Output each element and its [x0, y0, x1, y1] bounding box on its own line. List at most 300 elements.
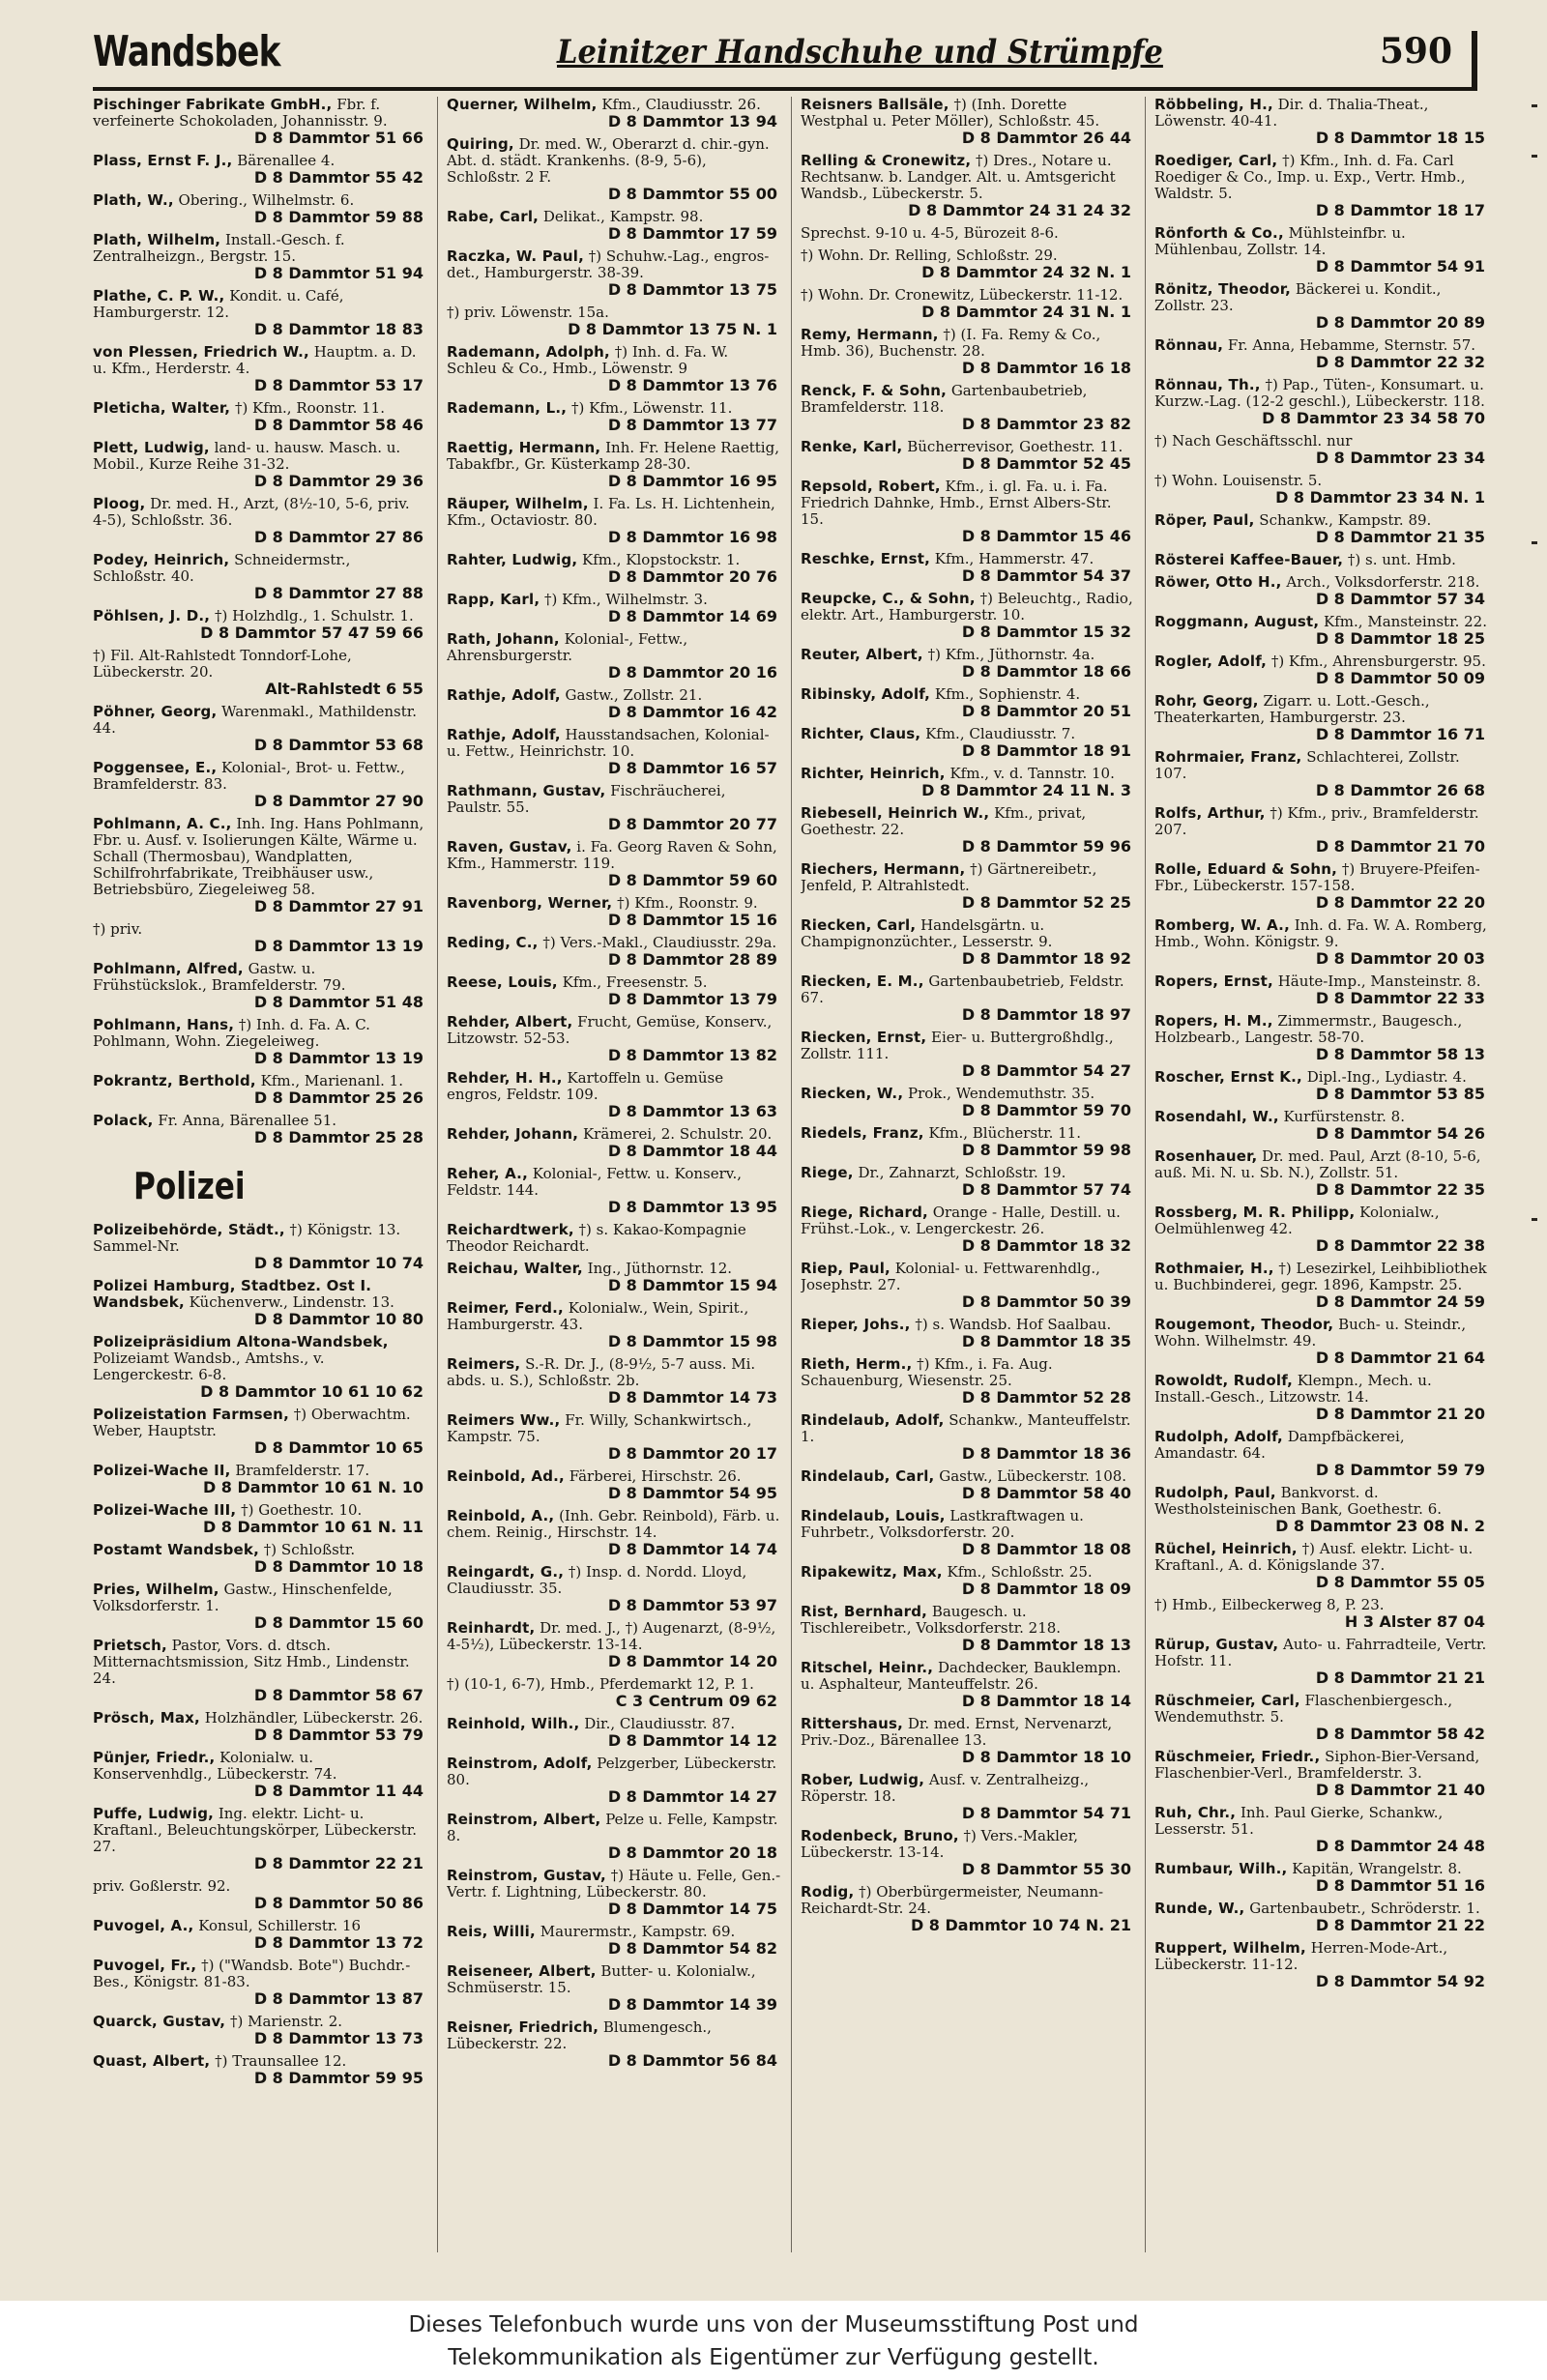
directory-entry [1154, 1429, 1489, 1479]
entry-name: Rademann, Adolph, [447, 343, 610, 361]
entry-phone: D 8 Dammtor 20 17 [607, 1444, 777, 1463]
entry-phone: D 8 Dammtor 13 19 [253, 1049, 423, 1067]
page-number: 590 [1379, 31, 1452, 72]
directory-entry [93, 288, 427, 338]
entry-phone: D 8 Dammtor 16 95 [607, 472, 777, 490]
entry-text [1154, 1901, 1489, 1917]
entry-name: Reuter, Albert, [801, 646, 923, 663]
entry-name: Riedels, Franz, [801, 1124, 924, 1142]
directory-entry [447, 1812, 781, 1862]
entry-phone: D 8 Dammtor 14 39 [607, 1995, 777, 2014]
entry-text [1154, 1749, 1489, 1782]
entry-name: Rittershaus, [801, 1715, 904, 1732]
entry-name: Renke, Karl, [801, 438, 903, 455]
entry-text [801, 591, 1135, 624]
entry-details: Polizeiamt Wandsb., Amtshs., v. Lengerckestr. 6-8. [93, 1350, 325, 1383]
entry-details: Kolonial-, Fettw., Ahrensburgerstr. [447, 630, 688, 664]
entry-details: Kolonial-, Brot- u. Fettw., Bramfelderstr. 83. [93, 759, 405, 793]
entry-text [447, 935, 781, 951]
entry-name: Ripakewitz, Max, [801, 1563, 943, 1581]
entry-details: †) Oberbürgermeister, Neumann-Reichardt-Str. 24. [801, 1883, 1104, 1917]
entry-text [1154, 653, 1489, 670]
footer-line-2: Telekommunikation als Eigentümer zur Verfügung gestellt. [448, 2345, 1099, 2370]
entry-phone: D 8 Dammtor 24 11 N. 3 [921, 781, 1131, 799]
directory-entry [1154, 552, 1489, 568]
entry-text [801, 647, 1135, 663]
entry-phone: D 8 Dammtor 18 15 [1315, 129, 1485, 147]
entry-phone: D 8 Dammtor 16 42 [607, 703, 777, 721]
entry-details: †) Kfm., Löwenstr. 11. [570, 399, 733, 417]
entry-name: Prösch, Max, [93, 1709, 200, 1727]
entry-name: Querner, Wilhelm, [447, 97, 598, 113]
directory-entry [1154, 1940, 1489, 1990]
entry-text [1154, 1429, 1489, 1462]
entry-details: †) Goethestr. 10. [241, 1501, 363, 1519]
entry-details: †) ("Wandsb. Bote") Buchdr.-Bes., Königstr. 81-83. [93, 1957, 411, 1990]
entry-details: Kfm., Claudiusstr. 26. [601, 97, 761, 113]
entry-name: Reding, C., [447, 934, 539, 951]
directory-entry [93, 192, 427, 226]
directory-entry [801, 686, 1135, 720]
directory-entry [1154, 1069, 1489, 1103]
entry-details: Dachdecker, Bauklempn. u. Asphalteur, Manteuffelstr. 26. [801, 1659, 1122, 1693]
entry-details: Kurfürstenstr. 8. [1283, 1108, 1405, 1125]
entry-name: Rougemont, Theodor, [1154, 1316, 1334, 1333]
entry-phone: D 8 Dammtor 54 91 [1315, 257, 1485, 276]
entry-phone: D 8 Dammtor 20 89 [1315, 313, 1485, 332]
directory-entry [93, 1407, 427, 1457]
directory-entry [93, 496, 427, 546]
entry-name: Reupcke, C., & Sohn, [801, 590, 976, 607]
entry-name: Raczka, W. Paul, [447, 247, 584, 265]
entry-text [1154, 512, 1489, 529]
directory-entry [1154, 337, 1489, 371]
entry-phone: D 8 Dammtor 18 92 [961, 949, 1131, 968]
entry-name: Rosendahl, W., [1154, 1108, 1279, 1125]
entry-text [447, 1716, 781, 1732]
entry-phone: D 8 Dammtor 13 63 [607, 1102, 777, 1120]
entry-text [447, 1924, 781, 1940]
entry-name: Rothmaier, H., [1154, 1260, 1274, 1277]
directory-entry [93, 1073, 427, 1107]
directory-column [93, 97, 427, 2262]
entry-text [801, 686, 1135, 703]
entry-details: Pelze u. Felle, Kampstr. 8. [447, 1811, 778, 1844]
entry-text [801, 327, 1135, 360]
entry-phone: C 3 Centrum 09 62 [615, 1692, 777, 1710]
directory-entry [1154, 1541, 1489, 1591]
entry-text [447, 1412, 781, 1445]
entry-details: †) s. unt. Hmb. [1347, 551, 1456, 568]
entry-details: Obering., Wilhelmstr. 6. [178, 191, 355, 209]
directory-entry [93, 1463, 427, 1496]
entry-text [447, 440, 781, 473]
entry-phone: D 8 Dammtor 10 80 [253, 1310, 423, 1328]
entry-text [801, 805, 1135, 838]
entry-text [93, 232, 427, 265]
directory-entry [447, 1564, 781, 1614]
entry-details: †) Wohn. Dr. Cronewitz, Lübeckerstr. 11-12. [801, 286, 1124, 304]
directory-entry [93, 440, 427, 490]
directory-entry [801, 1086, 1135, 1119]
entry-name: Röwer, Otto H., [1154, 573, 1282, 591]
entry-phone: D 8 Dammtor 27 86 [253, 528, 423, 546]
directory-entry [447, 895, 781, 929]
entry-text [93, 1958, 427, 1990]
entry-details: †) Kfm., i. Fa. Aug. Schauenburg, Wiesenstr. 25. [801, 1355, 1053, 1389]
directory-entry [447, 1468, 781, 1502]
entry-text [1154, 1805, 1489, 1838]
entry-phone: D 8 Dammtor 22 32 [1315, 353, 1485, 371]
entry-details: Dipl.-Ing., Lydiastr. 4. [1306, 1068, 1467, 1086]
entry-phone: D 8 Dammtor 55 42 [253, 168, 423, 187]
entry-details: Gartenbaubetr., Schröderstr. 1. [1249, 1900, 1480, 1917]
entry-text [801, 1508, 1135, 1541]
entry-phone: D 8 Dammtor 21 35 [1315, 528, 1485, 546]
directory-entry [93, 344, 427, 394]
entry-phone: D 8 Dammtor 57 34 [1315, 590, 1485, 608]
entry-text [447, 1126, 781, 1143]
entry-name: Riecken, Carl, [801, 916, 917, 934]
entry-phone: D 8 Dammtor 10 61 N. 11 [202, 1518, 423, 1536]
entry-name: Riebesell, Heinrich W., [801, 804, 990, 822]
entry-name: Reimer, Ferd., [447, 1299, 564, 1317]
entry-text [1154, 1261, 1489, 1293]
entry-phone: D 8 Dammtor 14 12 [607, 1731, 777, 1750]
entry-phone: D 8 Dammtor 15 32 [961, 623, 1131, 641]
entry-name: Polizeipräsidium Altona-Wandsbek, [93, 1333, 389, 1350]
entry-phone: D 8 Dammtor 55 30 [961, 1860, 1131, 1878]
entry-phone: D 8 Dammtor 13 77 [607, 416, 777, 434]
entry-details: Pastor, Vors. d. dtsch. Mitternachtsmission, Sitz Hmb., Lindenstr. 24. [93, 1637, 410, 1687]
entry-name: Ritschel, Heinr., [801, 1659, 934, 1676]
column-rule [437, 97, 438, 2252]
entry-text [93, 344, 427, 377]
entry-phone: D 8 Dammtor 18 97 [961, 1005, 1131, 1024]
entry-text [447, 1564, 781, 1597]
entry-text [1154, 973, 1489, 990]
entry-text [801, 551, 1135, 567]
entry-name: Reimers Ww., [447, 1411, 561, 1429]
entry-details: Flaschenbiergesch., Wendemuthstr. 5. [1154, 1692, 1453, 1726]
entry-name: Relling & Cronewitz, [801, 152, 972, 169]
entry-details: †) Kfm., priv., Bramfelderstr. 207. [1154, 804, 1479, 838]
directory-entry [801, 1030, 1135, 1080]
entry-details: i. Fa. Georg Raven & Sohn, Kfm., Hammerstr. 119. [447, 838, 777, 872]
entry-text [1154, 574, 1489, 591]
entry-name: Rapp, Karl, [447, 591, 540, 608]
entry-details: Dr. med. Ernst, Nervenarzt, Priv.-Doz., Bärenallee 13. [801, 1715, 1113, 1749]
entry-details: Inh. d. Fa. W. A. Romberg, Hmb., Wohn. Königstr. 9. [1154, 916, 1487, 950]
entry-text [93, 1407, 427, 1439]
entry-text [93, 1710, 427, 1727]
entry-text [1154, 473, 1489, 489]
directory-entry [1154, 861, 1489, 912]
entry-phone: D 8 Dammtor 53 68 [253, 736, 423, 754]
entry-details: Küchenverw., Lindenstr. 13. [189, 1293, 394, 1311]
column-rule [1145, 97, 1146, 2252]
entry-name: Polizei-Wache III, [93, 1501, 237, 1519]
entry-text [801, 1884, 1135, 1917]
entry-text [93, 1750, 427, 1783]
directory-entry [447, 727, 781, 777]
entry-name: Plass, Ernst F. J., [93, 152, 233, 169]
entry-phone: D 8 Dammtor 53 79 [253, 1726, 423, 1744]
entry-details: Schneidermstr., Schloßstr. 40. [93, 551, 351, 585]
entry-name: Riecken, E. M., [801, 972, 924, 990]
directory-entry [447, 1166, 781, 1216]
entry-text [93, 1806, 427, 1855]
entry-name: Pöhner, Georg, [93, 703, 218, 720]
entry-details: Auto- u. Fahrradteile, Vertr. Hofstr. 11. [1154, 1636, 1487, 1669]
directory-entry [1154, 973, 1489, 1007]
entry-name: Rathje, Adolf, [447, 726, 561, 743]
directory-entry [801, 861, 1135, 912]
entry-phone: D 8 Dammtor 14 27 [607, 1787, 777, 1806]
directory-entry [1154, 917, 1489, 968]
entry-name: Plathe, C. P. W., [93, 287, 225, 305]
entry-details: †) Schloßstr. [263, 1541, 356, 1558]
entry-details: Inh. Fr. Helene Raettig, Tabakfbr., Gr. Küsterkamp 28-30. [447, 439, 779, 473]
entry-name: Remy, Hermann, [801, 326, 939, 343]
entry-details: Häute-Imp., Mansteinstr. 8. [1277, 972, 1481, 990]
entry-text [1154, 1541, 1489, 1574]
entry-details: Kapitän, Wrangelstr. 8. [1292, 1860, 1462, 1877]
directory-entry [801, 1508, 1135, 1558]
entry-text [93, 496, 427, 529]
entry-phone: D 8 Dammtor 13 75 [607, 280, 777, 299]
directory-entry [801, 287, 1135, 321]
entry-details: †) Oberwachtm. Weber, Hauptstr. [93, 1406, 411, 1439]
entry-phone: D 8 Dammtor 54 27 [961, 1061, 1131, 1080]
entry-details: Kolonial-, Fettw. u. Konserv., Feldstr. 144. [447, 1165, 743, 1199]
entry-details: Kolonial- u. Fettwarenhdlg., Josephstr. 27. [801, 1260, 1100, 1293]
entry-text [447, 895, 781, 912]
entry-text [1154, 805, 1489, 838]
directory-entry [1154, 1861, 1489, 1895]
entry-phone: D 8 Dammtor 51 48 [253, 993, 423, 1011]
entry-details: Kfm., Mansteinstr. 22. [1324, 613, 1487, 630]
directory-entry [447, 1756, 781, 1806]
entry-phone: D 8 Dammtor 59 70 [961, 1101, 1131, 1119]
entry-name: Plath, Wilhelm, [93, 231, 221, 248]
entry-text [447, 1356, 781, 1389]
entry-name: Reinhardt, [447, 1619, 536, 1637]
entry-name: Roggmann, August, [1154, 613, 1320, 630]
entry-details: †) Königstr. 13. Sammel-Nr. [93, 1221, 401, 1255]
entry-details: †) (10-1, 6-7), Hmb., Pferdemarkt 12, P. 1. [447, 1675, 754, 1693]
entry-details: Kfm., Marienanl. 1. [260, 1072, 403, 1089]
entry-details: †) Kfm., Inh. d. Fa. Carl Roediger & Co., Imp. u. Exp., Vertr. Hmb., Waldstr. 5. [1154, 152, 1466, 202]
directory-entry [801, 1125, 1135, 1159]
entry-details: Kfm., Blücherstr. 11. [928, 1124, 1081, 1142]
entry-phone: D 8 Dammtor 18 36 [961, 1444, 1131, 1463]
entry-phone: D 8 Dammtor 10 61 N. 10 [202, 1478, 423, 1496]
entry-name: Rober, Ludwig, [801, 1771, 925, 1788]
entry-name: Postamt Wandsbek, [93, 1541, 260, 1558]
entry-details: Kfm., i. gl. Fa. u. i. Fa. Friedrich Dahnke, Hmb., Ernst Albers-Str. 15. [801, 478, 1112, 528]
entry-text [447, 1620, 781, 1653]
entry-text [1154, 1940, 1489, 1973]
directory-entry [93, 1710, 427, 1744]
entry-name: Reher, A., [447, 1165, 528, 1182]
entry-text [447, 1676, 781, 1693]
entry-details: Kolonialw., Oelmühlenweg 42. [1154, 1204, 1440, 1237]
entry-details: Maurermstr., Kampstr. 69. [540, 1923, 736, 1940]
directory-entry [1154, 1637, 1489, 1687]
entry-name: Röper, Paul, [1154, 511, 1255, 529]
entry-details: †) Kfm., Jüthornstr. 4a. [927, 646, 1095, 663]
entry-details: †) Wohn. Louisenstr. 5. [1154, 472, 1323, 489]
entry-name: Raettig, Hermann, [447, 439, 601, 456]
entry-details: Dr. med. H., Arzt, (8½-10, 5-6, priv. 4-5), Schloßstr. 36. [93, 495, 410, 529]
entry-details: Schlachterei, Zollstr. 107. [1154, 748, 1460, 782]
entry-name: Polizeistation Farmsen, [93, 1406, 289, 1423]
entry-name: Poggensee, E., [93, 759, 218, 776]
directory-entry [1154, 1693, 1489, 1743]
directory-entry [801, 479, 1135, 545]
directory-entry [93, 760, 427, 810]
entry-phone: D 8 Dammtor 52 28 [961, 1388, 1131, 1407]
entry-details: †) Ausf. elektr. Licht- u. Kraftanl., A. d. Königslande 37. [1154, 1540, 1474, 1574]
directory-entry [447, 496, 781, 546]
entry-text [93, 400, 427, 417]
entry-name: Pünjer, Friedr., [93, 1749, 216, 1766]
entry-text [93, 1463, 427, 1479]
edge-mark [1532, 155, 1537, 158]
entry-text [447, 400, 781, 417]
entry-name: Riecken, W., [801, 1085, 904, 1102]
directory-entry [447, 631, 781, 682]
directory-entry [801, 973, 1135, 1024]
entry-details: Schankw., Manteuffelstr. 1. [801, 1411, 1131, 1445]
directory-entry [801, 327, 1135, 377]
directory-entry [447, 1126, 781, 1160]
entry-details: Dampfbäckerei, Amandastr. 64. [1154, 1428, 1405, 1462]
entry-text [447, 344, 781, 377]
entry-name: Reimers, [447, 1355, 521, 1373]
entry-text [93, 1582, 427, 1614]
entry-details: Dir. d. Thalia-Theat., Löwenstr. 40-41. [1154, 97, 1429, 130]
entry-phone: D 8 Dammtor 18 17 [1315, 201, 1485, 219]
entry-name: Puvogel, A., [93, 1917, 194, 1934]
entry-text [1154, 614, 1489, 630]
entry-name: Puffe, Ludwig, [93, 1805, 215, 1822]
entry-details: Gastw., Hinschenfelde, Volksdorferstr. 1. [93, 1581, 393, 1614]
entry-name: Ruh, Chr., [1154, 1804, 1237, 1821]
entry-name: Rodenbeck, Bruno, [801, 1827, 959, 1844]
entry-phone: D 8 Dammtor 10 74 N. 21 [910, 1916, 1131, 1934]
entry-details: land- u. hausw. Masch. u. Mobil., Kurze Reihe 31-32. [93, 439, 401, 473]
entry-phone: D 8 Dammtor 13 75 N. 1 [568, 320, 777, 338]
entry-text [801, 247, 1135, 264]
entry-text [447, 1868, 781, 1901]
entry-phone: D 8 Dammtor 54 82 [607, 1939, 777, 1958]
entry-name: Plett, Ludwig, [93, 439, 210, 456]
entry-text [447, 631, 781, 664]
entry-phone: D 8 Dammtor 18 35 [961, 1332, 1131, 1350]
entry-details: Gastw. u. Frühstückslok., Bramfelderstr. 79. [93, 960, 346, 994]
entry-phone: D 8 Dammtor 52 25 [961, 893, 1131, 912]
entry-details: Kfm., privat, Goethestr. 22. [801, 804, 1087, 838]
entry-phone: D 8 Dammtor 14 69 [607, 607, 777, 625]
entry-name: Ropers, Ernst, [1154, 972, 1273, 990]
entry-text [801, 383, 1135, 416]
directory-entry [1154, 1901, 1489, 1934]
entry-text [801, 1205, 1135, 1237]
entry-phone: D 8 Dammtor 54 26 [1315, 1124, 1485, 1143]
entry-text [447, 1508, 781, 1541]
entry-details: Siphon-Bier-Versand, Flaschenbier-Verl., Bramfelderstr. 3. [1154, 1748, 1480, 1782]
entry-text [1154, 1013, 1489, 1046]
entry-name: Polizei Hamburg, Stadtbez. Ost I. Wandsbek, [93, 1277, 372, 1311]
entry-name: Rieth, Herm., [801, 1355, 913, 1373]
entry-name: Rindelaub, Louis, [801, 1507, 946, 1524]
entry-phone: D 8 Dammtor 58 67 [253, 1686, 423, 1704]
entry-details: Handelsgärtn. u. Champignonzüchter., Lesserstr. 9. [801, 916, 1053, 950]
entry-name: Ploog, [93, 495, 146, 512]
directory-entry [801, 439, 1135, 473]
entry-name: Reinhold, Wilh., [447, 1715, 580, 1732]
entry-name: Pohlmann, A. C., [93, 815, 232, 832]
directory-entry [1154, 614, 1489, 648]
directory-entry [447, 1676, 781, 1710]
entry-text [1154, 337, 1489, 354]
entry-details: †) Dres., Notare u. Rechtsanw. b. Landger. Alt. u. Amtsgericht Wandsb., Lübeckerstr. 5. [801, 152, 1116, 202]
entry-phone: D 8 Dammtor 26 44 [961, 129, 1131, 147]
entry-phone: D 8 Dammtor 11 44 [253, 1782, 423, 1800]
entry-text [801, 97, 1135, 130]
directory-entry [1154, 1749, 1489, 1799]
entry-name: Ribinsky, Adolf, [801, 685, 931, 703]
entry-phone: D 8 Dammtor 59 98 [961, 1141, 1131, 1159]
entry-text [1154, 749, 1489, 782]
entry-phone: D 8 Dammtor 24 48 [1315, 1837, 1485, 1855]
entry-text [801, 917, 1135, 950]
edge-mark [1532, 541, 1537, 544]
entry-phone: D 8 Dammtor 59 96 [961, 837, 1131, 856]
entry-phone: D 8 Dammtor 58 46 [253, 416, 423, 434]
directory-entry [447, 2019, 781, 2070]
entry-phone: D 8 Dammtor 13 94 [607, 112, 777, 131]
entry-text [447, 2019, 781, 2052]
entry-phone: D 8 Dammtor 13 79 [607, 990, 777, 1008]
entry-text [801, 1772, 1135, 1805]
entry-details: Kartoffeln u. Gemüse engros, Feldstr. 109. [447, 1069, 724, 1103]
entry-phone: D 8 Dammtor 27 88 [253, 584, 423, 602]
column-rule [791, 97, 792, 2252]
directory-entry [1154, 1317, 1489, 1367]
entry-phone: D 8 Dammtor 59 88 [253, 208, 423, 226]
entry-phone: D 8 Dammtor 24 59 [1315, 1292, 1485, 1311]
entry-details: †) Wohn. Dr. Relling, Schloßstr. 29. [801, 247, 1058, 264]
entry-name: Prietsch, [93, 1637, 167, 1654]
entry-name: Rist, Bernhard, [801, 1603, 928, 1620]
entry-phone: D 8 Dammtor 13 19 [253, 937, 423, 955]
entry-details: Gastw., Lübeckerstr. 108. [939, 1467, 1127, 1485]
entry-phone: D 8 Dammtor 59 79 [1315, 1461, 1485, 1479]
directory-entry [801, 1317, 1135, 1350]
entry-details: Warenmakl., Mathildenstr. 44. [93, 703, 418, 737]
directory-entry [447, 1261, 781, 1294]
entry-text [1154, 861, 1489, 894]
entry-text [93, 760, 427, 793]
entry-name: Pöhlsen, J. D., [93, 607, 211, 624]
entry-name: Raven, Gustav, [447, 838, 572, 856]
entry-phone: D 8 Dammtor 13 76 [607, 376, 777, 394]
entry-name: Reisner, Friedrich, [447, 2018, 599, 2036]
entry-name: Rindelaub, Carl, [801, 1467, 935, 1485]
